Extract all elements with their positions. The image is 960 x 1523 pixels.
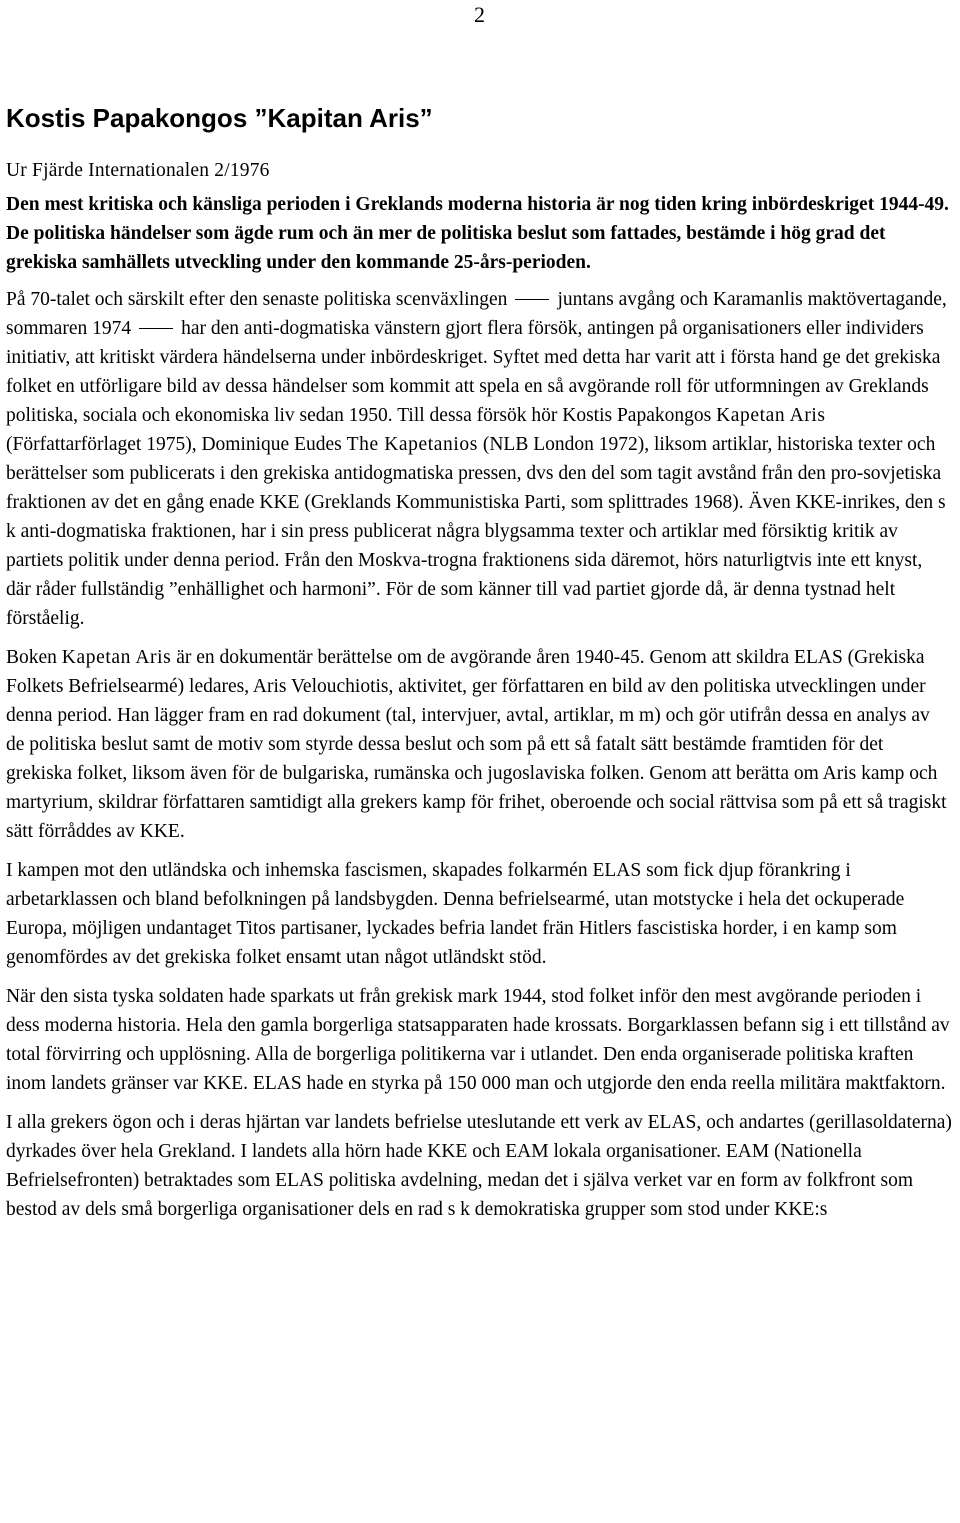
article-title: Kostis Papakongos ”Kapitan Aris”	[6, 103, 433, 133]
page-number: 2	[474, 2, 485, 27]
paragraph-1-part-b: juntans avgång och Karamanlis maktövertagande, sommaren 1974	[6, 289, 947, 339]
paragraph-1	[6, 285, 952, 633]
paragraph-1-part-e: (NLB London 1972), liksom artiklar, historiska texter och berättelser som publicerats i den grekiska antidogmatiska pressen, dvs den del som tagit avstånd från den pro-sovjetiska fraktionen av det en gång enade KKE (Greklands Kommunistiska Parti, som splittrades 1968). Även KKE-inrikes, den s k anti-dogmatiska fraktionen, har i sin press publicerat några blygsamma texter och artiklar med försiktig kritik av partiets politik under denna period. Från den Moskva-trogna fraktionens sida däremot, hörs naturligtvis inte ett knyst, där råder fullständig ”enhällighet och harmoni”. För de som känner till vad partiet gjorde då, är denna tystnad helt förståelig.	[6, 434, 946, 629]
paragraph-5: I alla grekers ögon och i deras hjärtan var landets befrielse uteslutande ett verk av ELAS, och andartes (gerillasoldaterna) dyrkades över hela Grekland. I landets alla hörn hade KKE och EAM lokala organisationer. EAM (Nationella Befrielsefronten) betraktades som ELAS politiska avdelning, medan det i själva verket var en form av folkfront som bestod av dels små borgerliga organisationer dels en rad s k demokratiska grupper som stod under KKE:s	[6, 1112, 952, 1220]
paragraph-1-part-c: har den anti-dogmatiska vänstern gjort flera försök, antingen på organisationers eller individers initiativ, att kritiskt värdera händelserna under inbördeskriget. Syftet med detta har varit att i första hand ge det grekiska folket en utförligare bild av dessa händelser som kommit att spela en så avgörande roll för utformningen av Greklands politiska, sociala och ekonomiska liv sedan 1950. Till dessa försök hör Kostis Papakongos	[6, 318, 941, 426]
paragraph-1-part-a: På 70-talet och särskilt efter den senaste politiska scenväxlingen	[6, 289, 508, 310]
paragraph-2-part-a: Boken	[6, 647, 57, 668]
paragraph-4: När den sista tyska soldaten hade sparkats ut från grekisk mark 1944, stod folket inför den mest avgörande perioden i dess moderna historia. Hela den gamla borgerliga statsapparaten hade krossats. Borgarklassen befann sig i ett tillstånd av total förvirring och upplösning. Alla de borgerliga politikerna var i utlandet. Den enda organiserade politiska kraften inom landets gränser var KKE. ELAS hade en styrka på 150 000 man och utgjorde den enda reella militära maktfaktorn.	[6, 986, 950, 1094]
paragraph-1-part-d: (Författarförlaget 1975), Dominique Eudes	[6, 434, 342, 455]
em-dash	[515, 299, 549, 300]
book-title-kapetan-aris: Kapetan Aris	[716, 405, 826, 426]
em-dash	[139, 328, 173, 329]
document-body	[6, 100, 952, 1234]
book-title-kapetan-aris: Kapetan Aris	[61, 647, 172, 668]
book-title-the-kapetanios: The Kapetanios	[346, 434, 478, 455]
lead-paragraph: Den mest kritiska och känsliga perioden i Greklands moderna historia är nog tiden kring inbördeskriget 1944-49. De politiska händelser som ägde rum och än mer de politiska beslut som fattades, bestämde i hög grad det grekiska samhällets utveckling under den kommande 25-års-perioden.	[6, 194, 949, 273]
paragraph-2-part-b: är en dokumentär berättelse om de avgörande åren 1940-45. Genom att skildra ELAS (Grekiska Folkets Befrielsearmé) ledares, Aris Velouchiotis, aktivitet, ger författaren en bild av den politiska utvecklingen under denna period. Han lägger fram en rad dokument (tal, intervjuer, avtal, artiklar, m m) och gör utifrån dessa en analys av de politiska beslut samt de motiv som styrde dessa beslut och som på ett så fatalt sätt bestämde framtiden för det grekiska folket, liksom även för de bulgariska, rumänska och jugoslaviska folken. Genom att berätta om Aris kamp och martyrium, skildrar författaren samtidigt alla grekers kamp för frihet, oberoende och social rättvisa som på ett så tragiskt sätt förråddes av KKE.	[6, 647, 947, 842]
paragraph-3: I kampen mot den utländska och inhemska fascismen, skapades folkarmén ELAS som fick djup förankring i arbetarklassen och bland befolkningen på landsbygden. Denna befrielsearmé, utan motstycke i hela det ockuperade Europa, möjligen undantaget Titos partisaner, lyckades befria landet frän Hitlers fascistiska horder, i en kamp som genomfördes av det grekiska folket ensamt utan något utländskt stöd.	[6, 860, 905, 968]
paragraph-2	[6, 643, 952, 846]
source-line: Ur Fjärde Internationalen 2/1976	[6, 160, 270, 181]
